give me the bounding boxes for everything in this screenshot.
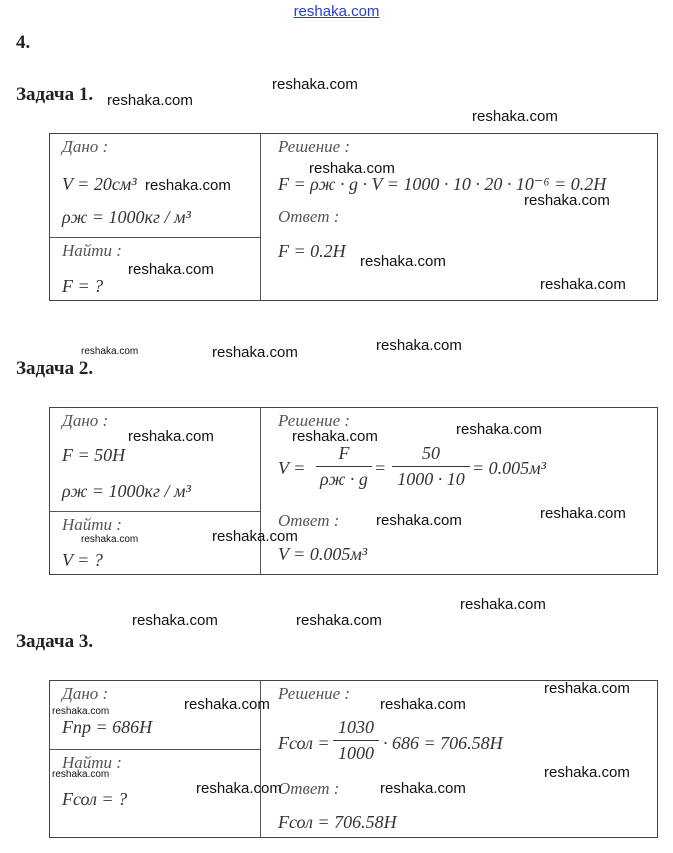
task-1-solution-label: Решение : (278, 137, 351, 156)
task-2-given-density: ρж = 1000кг / м³ (62, 481, 191, 501)
task-1-find-value: F = ? (62, 276, 104, 296)
watermark: reshaka.com (52, 706, 110, 717)
task-2-solution-label: Решение : (278, 411, 351, 430)
task-3-solution-lhs: Fсол = (278, 733, 330, 753)
watermark: reshaka.com (272, 76, 358, 93)
task-2-given-force: F = 50H (62, 445, 126, 465)
task-1-solution: F = ρж · g · V = 1000 · 10 · 20 · 10⁻⁶ = 0.2H (278, 174, 607, 194)
task-3-solution-label: Решение : (278, 684, 351, 703)
task-1-given-volume: V = 20см³ (62, 174, 137, 194)
watermark: reshaka.com (212, 344, 298, 361)
watermark: reshaka.com (132, 612, 218, 629)
watermark: reshaka.com (212, 528, 298, 545)
task-2-title: Задача 2. (16, 358, 94, 379)
watermark: reshaka.com (456, 421, 542, 438)
task-1-given-density: ρж = 1000кг / м³ (62, 207, 191, 227)
watermark: reshaka.com (145, 177, 231, 194)
task-1-answer-label: Ответ : (278, 207, 340, 226)
task-1-answer: F = 0.2H (278, 241, 346, 261)
watermark: reshaka.com (360, 253, 446, 270)
task-2-find-value: V = ? (62, 550, 103, 570)
watermark: reshaka.com (107, 92, 193, 109)
task-3-find-label: Найти : (62, 753, 122, 772)
watermark: reshaka.com (524, 192, 610, 209)
watermark: reshaka.com (128, 261, 214, 278)
task-3-given-force: Fпр = 686H (62, 717, 153, 737)
task-2-fraction-1-num: F (338, 443, 350, 463)
watermark: reshaka.com (380, 780, 466, 797)
task-2-answer: V = 0.005м³ (278, 544, 368, 564)
task-3-solution-rhs: · 686 = 706.58H (383, 733, 503, 753)
task-3-title: Задача 3. (16, 631, 94, 652)
task-2-find-label: Найти : (62, 515, 122, 534)
watermark: reshaka.com (128, 428, 214, 445)
task-3-fraction-den: 1000 (338, 743, 374, 763)
watermark: reshaka.com (81, 534, 139, 545)
watermark: reshaka.com (540, 276, 626, 293)
task-3-table (49, 680, 658, 838)
task-2-answer-label: Ответ : (278, 511, 340, 530)
task-1-given-label: Дано : (62, 137, 109, 156)
task-2-solution-lhs: V = (278, 458, 306, 478)
task-2-given-label: Дано : (62, 411, 109, 430)
watermark: reshaka.com (380, 696, 466, 713)
watermark: reshaka.com (544, 680, 630, 697)
task-2-equals: = (374, 458, 387, 478)
watermark: reshaka.com (81, 346, 139, 357)
problem-number: 4. (16, 32, 31, 53)
watermark: reshaka.com (296, 612, 382, 629)
watermark: reshaka.com (292, 428, 378, 445)
task-3-fraction-num: 1030 (338, 717, 374, 737)
watermark: reshaka.com (376, 512, 462, 529)
task-2-fraction-2-num: 50 (422, 443, 440, 463)
task-3-find-value: Fсол = ? (62, 789, 128, 809)
watermark: reshaka.com (460, 596, 546, 613)
watermark: reshaka.com (540, 505, 626, 522)
task-3-answer: Fсол = 706.58H (278, 812, 397, 832)
task-2-solution-rhs: = 0.005м³ (472, 458, 547, 478)
watermark: reshaka.com (376, 337, 462, 354)
watermark: reshaka.com (52, 769, 110, 780)
watermark: reshaka.com (184, 696, 270, 713)
task-1-title: Задача 1. (16, 84, 94, 105)
task-2-fraction-2 (392, 443, 470, 490)
task-1-find-label: Найти : (62, 241, 122, 260)
task-3-fraction (333, 717, 379, 764)
watermark: reshaka.com (196, 780, 282, 797)
task-2-fraction-1 (316, 443, 372, 490)
watermark: reshaka.com (544, 764, 630, 781)
task-3-answer-label: Ответ : (278, 779, 340, 798)
task-2-fraction-2-den: 1000 · 10 (397, 469, 465, 489)
watermark: reshaka.com (309, 160, 395, 177)
task-2-fraction-1-den: ρж · g (320, 469, 368, 489)
watermark: reshaka.com (472, 108, 558, 125)
task-3-given-label: Дано : (62, 684, 109, 703)
site-link[interactable]: reshaka.com (293, 3, 380, 20)
